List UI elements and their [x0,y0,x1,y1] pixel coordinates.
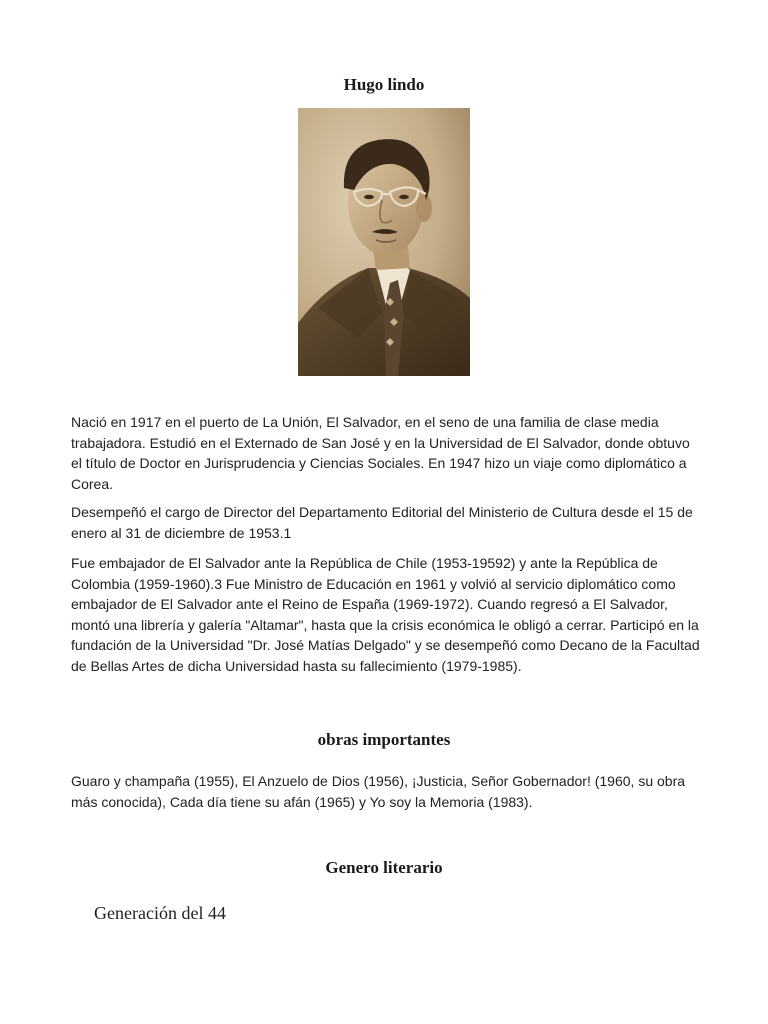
genre-text: Generación del 44 [94,903,226,923]
portrait-illustration [298,108,470,376]
biography-paragraph-2: Desempeñó el cargo de Director del Departamento Editorial del Ministerio de Cultura desde el 15 de enero al 31 de diciembre de 1953.1 [71,504,693,541]
page-title: Hugo lindo [343,75,425,94]
biography-paragraph-1: Nació en 1917 en el puerto de La Unión, El Salvador, en el seno de una familia de clase media trabajadora. Estudió en el Externado de San José y en la Universidad de El Salvador, donde obtuvo el título de Doctor en Jurisprudencia y Ciencias Sociales. En 1947 hizo un viaje como diplomático a Corea. [71,414,690,492]
works-heading: obras importantes [317,730,451,749]
biography-paragraph-3: Fue embajador de El Salvador ante la República de Chile (1953-19592) y ante la República de Colombia (1959-1960).3 Fue Ministro de Educación en 1961 y volvió al servicio diplomático como embajador de El Salvador ante el Reino de España (1969-1972). Cuando regresó a El Salvador, montó una librería y galería "Altamar", hasta que la crisis económica le obligó a cerrar. Participó en la fundación de la Universidad "Dr. José Matías Delgado" y se desempeñó como Decano de la Facultad de Bellas Artes de dicha Universidad hasta su fallecimiento (1979-1985). [71,555,700,674]
works-paragraph: Guaro y champaña (1955), El Anzuelo de Dios (1956), ¡Justicia, Señor Gobernador! (1960, su obra más conocida), Cada día tiene su afán (1965) y Yo soy la Memoria (1983). [71,773,686,810]
portrait-photo [298,108,470,376]
genre-heading: Genero literario [325,858,443,877]
